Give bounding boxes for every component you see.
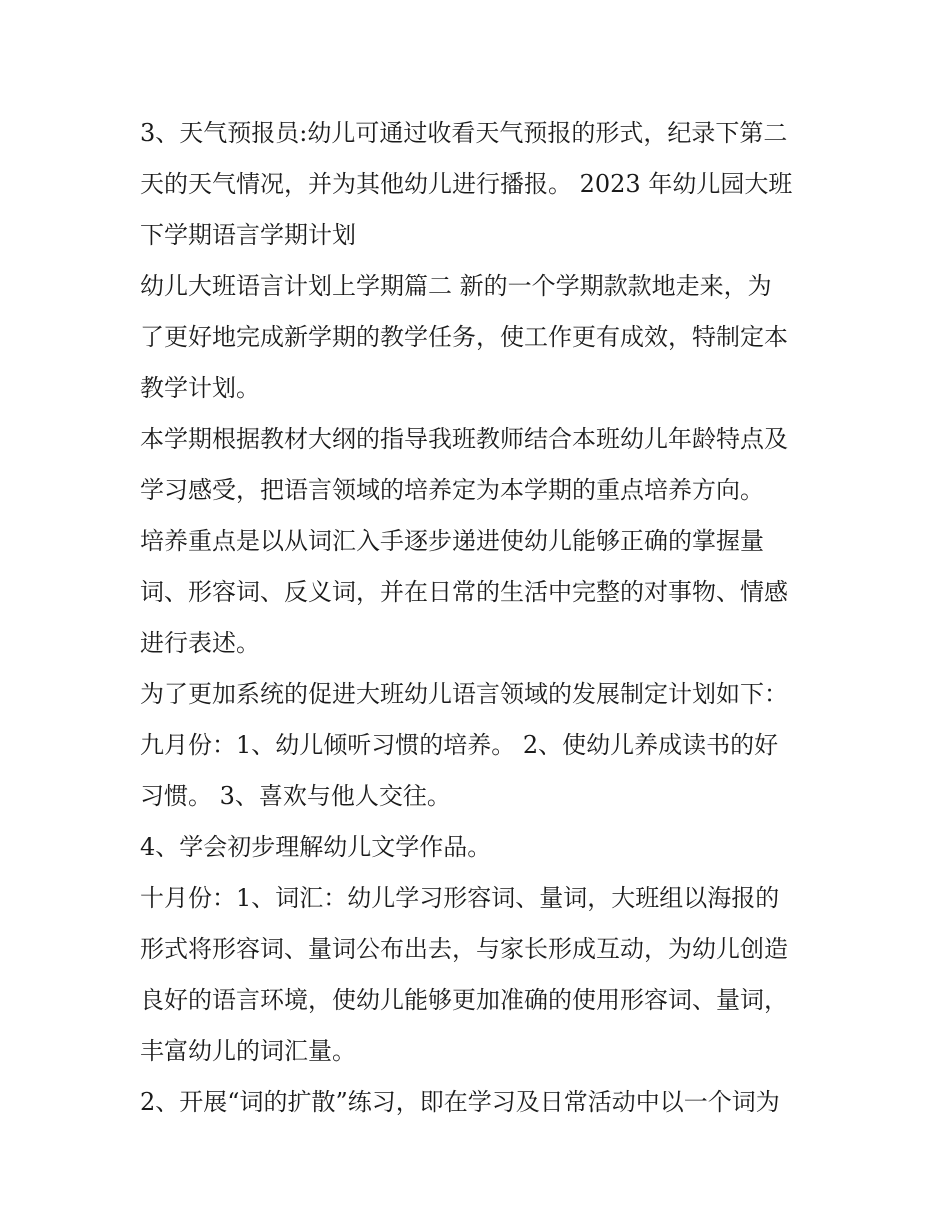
text-line: 教学计划。 — [140, 374, 260, 402]
text-line: 幼儿大班语言计划上学期篇二 新的一个学期款款地走来，为 — [140, 272, 772, 300]
text-line: 为了更加系统的促进大班幼儿语言领域的发展制定计划如下： — [140, 680, 788, 708]
text-line: 丰富幼儿的词汇量。 — [140, 1037, 356, 1065]
text-line: 下学期语言学期计划 — [140, 221, 356, 249]
paragraph-september — [140, 720, 820, 822]
paragraph-weather-reporter — [140, 108, 820, 261]
paragraph-semester-focus — [140, 414, 820, 516]
text-line: 4、学会初步理解幼儿文学作品。 — [140, 833, 492, 861]
text-line: 3、天气预报员:幼儿可通过收看天气预报的形式，纪录下第二 — [140, 119, 788, 147]
paragraph-intro — [140, 261, 820, 414]
paragraph-october — [140, 873, 820, 1077]
text-line: 2、开展“词的扩散”练习，即在学习及日常活动中以一个词为 — [140, 1088, 780, 1116]
paragraph-plan-heading — [140, 669, 820, 720]
text-line: 天的天气情况，并为其他幼儿进行播报。 2023 年幼儿园大班 — [140, 170, 793, 198]
paragraph-september-item-4 — [140, 822, 820, 873]
text-line: 学习感受，把语言领域的培养定为本学期的重点培养方向。 — [140, 476, 764, 504]
paragraph-training-focus — [140, 516, 820, 669]
text-line: 良好的语言环境，使幼儿能够更加准确的使用形容词、量词， — [140, 986, 788, 1014]
text-line: 九月份：1、幼儿倾听习惯的培养。 2、使幼儿养成读书的好 — [140, 731, 779, 759]
text-line: 本学期根据教材大纲的指导我班教师结合本班幼儿年龄特点及 — [140, 425, 788, 453]
text-line: 形式将形容词、量词公布出去，与家长形成互动，为幼儿创造 — [140, 935, 788, 963]
text-line: 十月份：1、词汇：幼儿学习形容词、量词，大班组以海报的 — [140, 884, 780, 912]
text-line: 习惯。 3、喜欢与他人交往。 — [140, 782, 451, 810]
text-line: 词、形容词、反义词，并在日常的生活中完整的对事物、情感 — [140, 578, 788, 606]
text-line: 进行表述。 — [140, 629, 260, 657]
text-line: 了更好地完成新学期的教学任务，使工作更有成效，特制定本 — [140, 323, 788, 351]
text-line: 培养重点是以从词汇入手逐步递进使幼儿能够正确的掌握量 — [140, 527, 764, 555]
document-body — [140, 108, 820, 1128]
paragraph-october-item-2 — [140, 1077, 820, 1128]
